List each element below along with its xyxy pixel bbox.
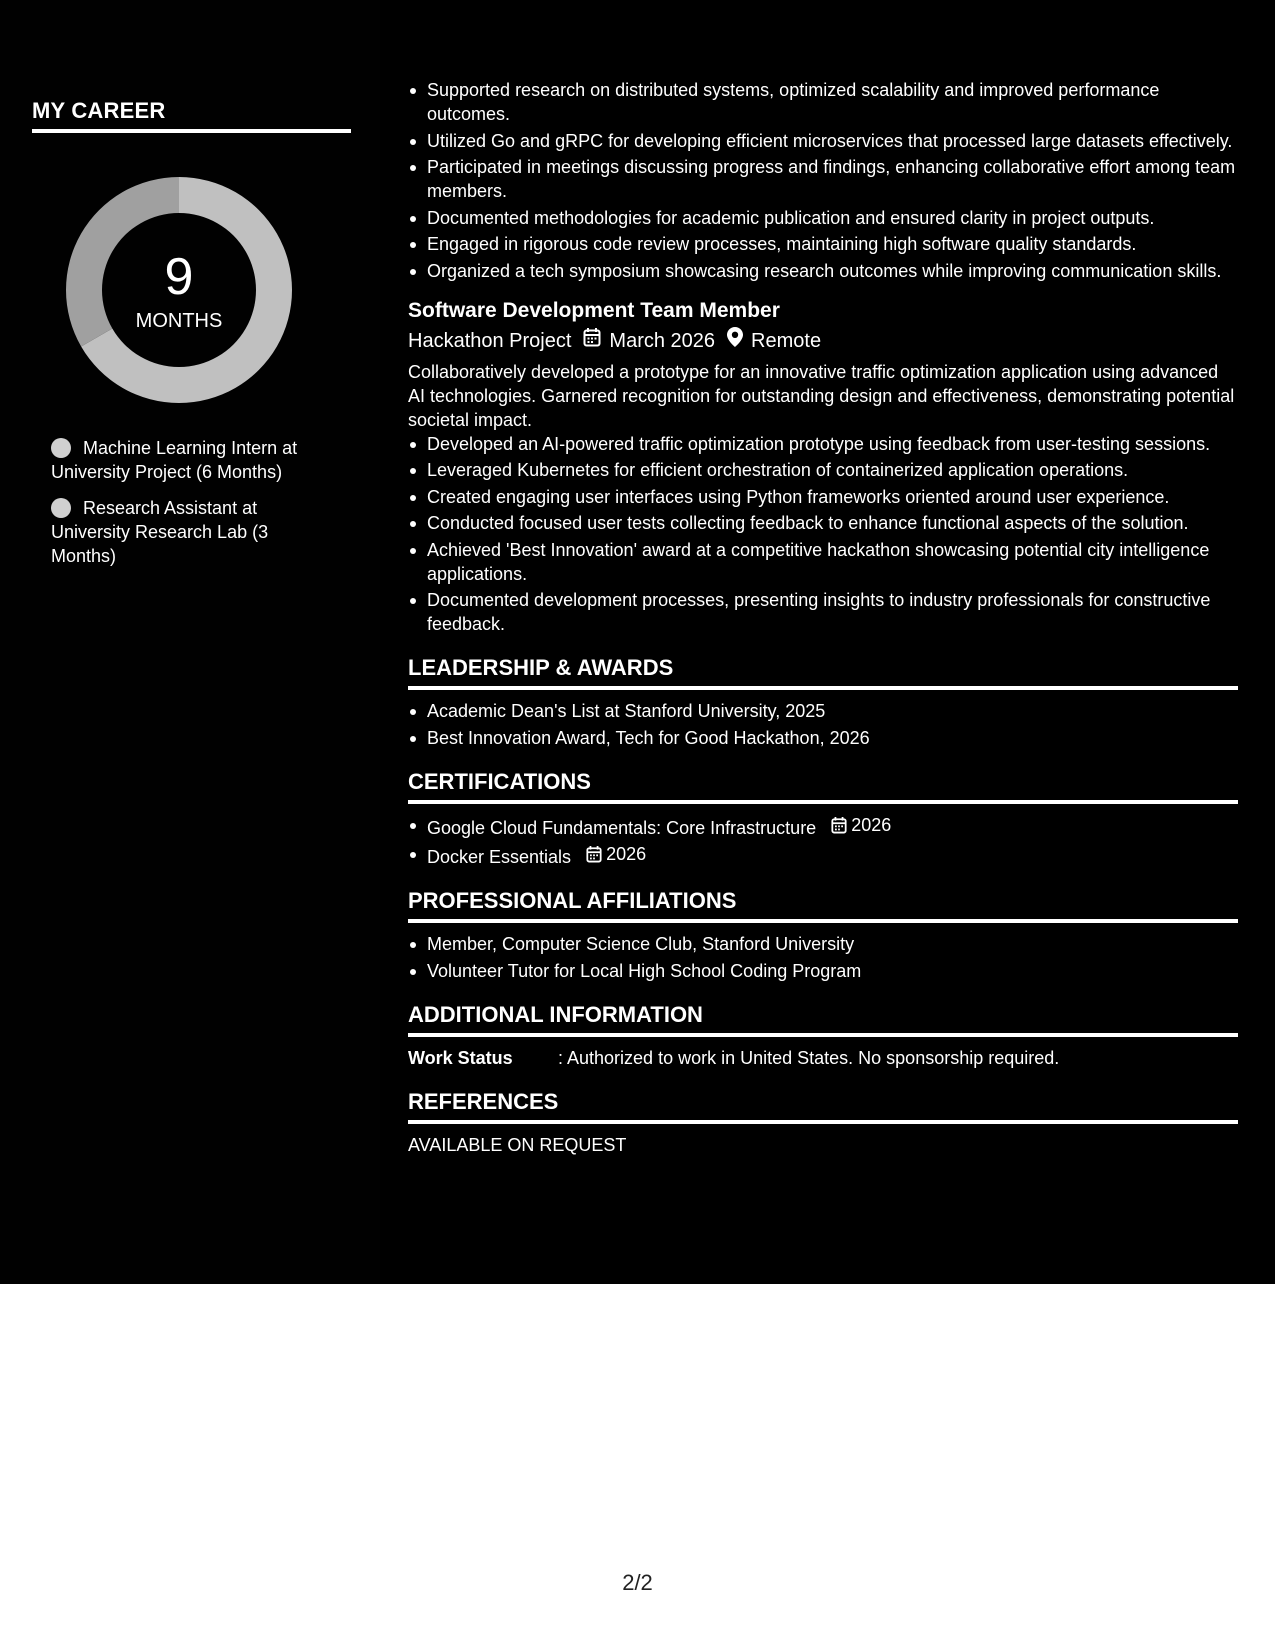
job-bullets [408,432,1238,637]
section-rule [408,800,1238,804]
career-legend-text: Research Assistant at University Research Lab (3 Months) [51,498,269,566]
bullet-item: Member, Computer Science Club, Stanford University [427,932,1238,956]
career-legend-item [51,436,321,484]
bullet-item: Engaged in rigorous code review processes, maintaining high software quality standards. [427,232,1238,256]
section-rule [408,919,1238,923]
section-title-additional: ADDITIONAL INFORMATION [408,1001,703,1027]
certification-item [427,842,1238,869]
section-rule [408,1033,1238,1037]
career-legend [51,436,321,580]
work-status-row [408,1046,1238,1070]
job-location: Remote [751,329,822,352]
page-number: 2/2 [622,1570,653,1595]
legend-dot-icon [51,438,71,458]
job-organization: Hackathon Project [408,329,572,352]
bullet-item: Documented methodologies for academic publication and ensured clarity in project outputs. [427,206,1238,230]
bullet-item: Conducted focused user tests collecting feedback to enhance functional aspects of the solution. [427,511,1238,535]
bullet-item: Leveraged Kubernetes for efficient orchestration of containerized application operations. [427,458,1238,482]
bullet-item: Participated in meetings discussing progress and findings, enhancing collaborative effort among team members. [427,155,1238,203]
bullet-item: Supported research on distributed systems, optimized scalability and improved performance outcomes. [427,78,1238,126]
legend-dot-icon [51,498,71,518]
donut-unit-label: MONTHS [135,310,223,332]
calendar-icon [831,816,847,834]
career-heading-rule [32,129,351,133]
main-content [408,78,1238,1157]
section-title-leadership: LEADERSHIP & AWARDS [408,655,674,680]
career-legend-item [51,496,321,568]
certifications-list [408,813,1238,870]
location-pin-icon [727,327,743,355]
certification-year: 2026 [606,844,647,864]
section-rule [408,686,1238,690]
section-title-references: REFERENCES [408,1088,559,1114]
calendar-icon [583,327,601,355]
bullet-item: Organized a tech symposium showcasing research outcomes while improving communication skills. [427,259,1238,283]
bullet-item: Created engaging user interfaces using Python frameworks oriented around user experience. [427,485,1238,509]
section-title-affiliations: PROFESSIONAL AFFILIATIONS [408,888,737,913]
donut-total-value: 9 [164,248,194,306]
certification-item [427,813,1238,840]
leadership-list [408,699,1238,750]
section-rule [408,1120,1238,1124]
prior-job-bullets [408,78,1238,283]
section-title-certifications: CERTIFICATIONS [408,768,591,794]
calendar-icon [586,845,602,863]
job-date: March 2026 [609,329,716,352]
references-text: AVAILABLE ON REQUEST [408,1134,627,1155]
certification-year: 2026 [851,814,892,835]
work-status-value: : Authorized to work in United States. No sponsorship required. [558,1047,1060,1068]
bullet-item: Achieved 'Best Innovation' award at a competitive hackathon showcasing potential city intelligence applications. [427,538,1238,586]
career-legend-text: Machine Learning Intern at University Project (6 Months) [51,438,298,482]
job-description: Collaboratively developed a prototype for an innovative traffic optimization application using advanced AI technologies. Garnered recognition for outstanding design and effectiveness, demonstrating potential societal impact. [408,361,1235,430]
bullet-item: Best Innovation Award, Tech for Good Hackathon, 2026 [427,726,1238,750]
affiliations-list [408,932,1238,983]
job-meta [408,327,1238,355]
bullet-item: Utilized Go and gRPC for developing efficient microservices that processed large datasets effectively. [427,129,1238,153]
bullet-item: Developed an AI-powered traffic optimization prototype using feedback from user-testing sessions. [427,432,1238,456]
certification-name: Google Cloud Fundamentals: Core Infrastructure [427,817,817,838]
bullet-item: Documented development processes, presenting insights to industry professionals for constructive feedback. [427,588,1238,636]
bullet-item: Volunteer Tutor for Local High School Coding Program [427,959,1238,983]
bullet-item: Academic Dean's List at Stanford University, 2025 [427,699,1238,723]
job-title: Software Development Team Member [408,298,780,322]
sidebar [0,0,380,1284]
career-heading: MY CAREER [32,98,166,123]
certification-name: Docker Essentials [427,847,572,867]
work-status-label: Work Status [408,1047,513,1068]
